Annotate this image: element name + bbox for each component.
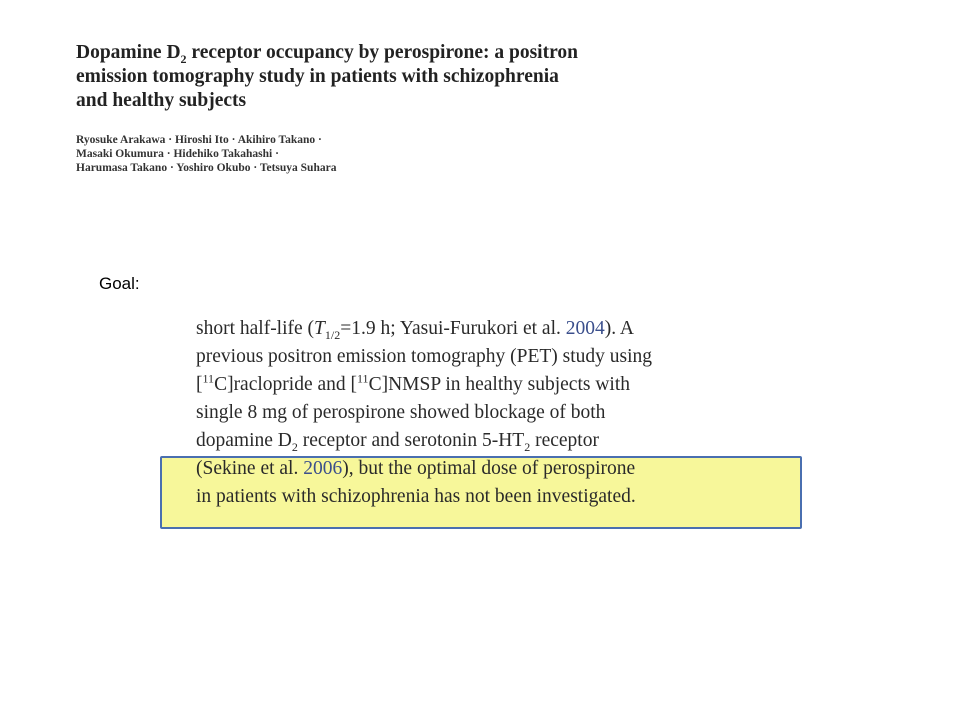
title-line-3: and healthy subjects (76, 90, 247, 111)
paper-title (76, 41, 636, 113)
title-line-1: Dopamine $D_2$ receptor occupancy by perospirone: a positron (76, 42, 578, 66)
paper-header (76, 41, 636, 175)
paper-excerpt (196, 315, 729, 511)
excerpt-line-5: dopamine $D_2$ receptor and serotonin $5-HT_2$ receptor (196, 430, 599, 454)
excerpt-line-6: (Sekine et al. 2006), but the optimal dose of perospirone (196, 458, 636, 479)
excerpt-line-2: previous positron emission tomography (PET) study using (196, 346, 653, 367)
author-line: Harumasa Takano · Yoshiro Okubo · Tetsuya Suhara (76, 162, 337, 174)
excerpt-line-3: [$^{11}$C]raclopride and [$^{11}$C]NMSP in healthy subjects with (196, 371, 631, 395)
excerpt-line-7: in patients with schizophrenia has not been investigated. (196, 486, 636, 507)
title-subscript: 2 (180, 51, 187, 66)
citation-link[interactable]: 2004 (565, 318, 605, 339)
excerpt-line-4: single 8 mg of perospirone showed blockage of both (196, 402, 606, 423)
citation-link[interactable]: 2006 (303, 458, 343, 479)
author-line: Masaki Okumura · Hidehiko Takahashi · (76, 148, 279, 160)
title-line-2: emission tomography study in patients with schizophrenia (76, 66, 559, 87)
author-line: Ryosuke Arakawa · Hiroshi Ito · Akihiro Takano · (76, 134, 322, 146)
goal-label: Goal: (99, 274, 140, 293)
excerpt-line-1: short half-life ($T_{1/2}=1.9$ h; Yasui-Furukori et al. 2004). A (196, 318, 634, 342)
author-list (76, 133, 636, 175)
